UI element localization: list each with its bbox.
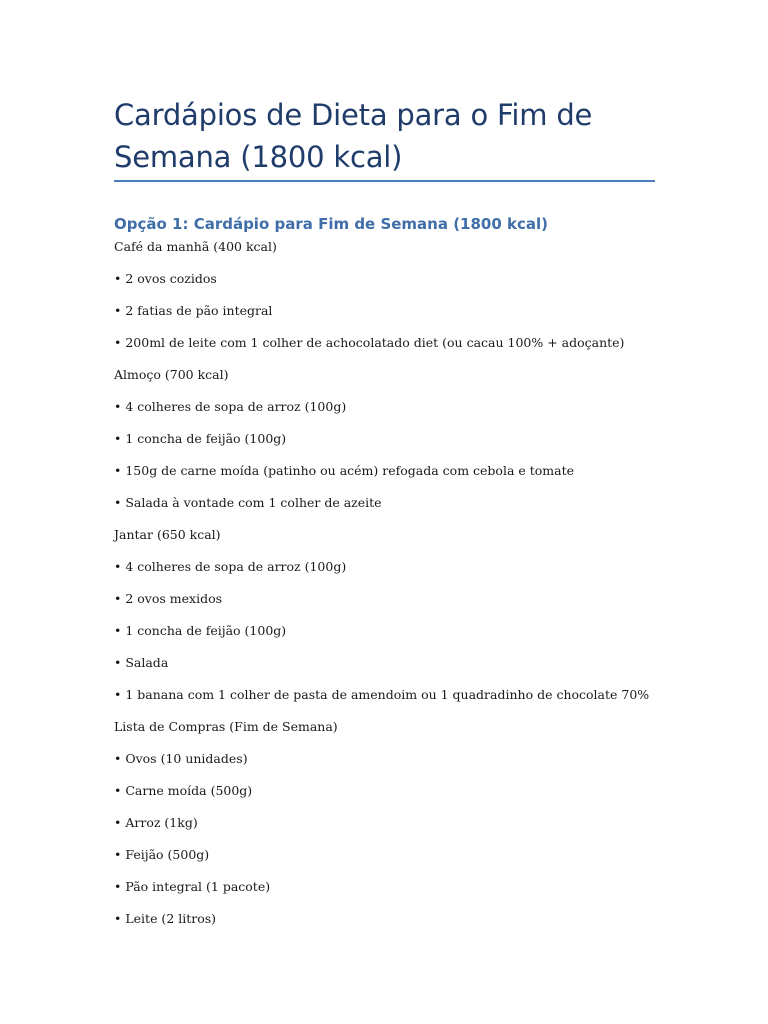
document-title: Cardápios de Dieta para o Fim de Semana (1800 kcal) [114,98,593,174]
list-item: • Arroz (1kg) [114,815,198,830]
list-item: • 2 ovos cozidos [114,271,217,286]
list-item: • 200ml de leite com 1 colher de achocolatado diet (ou cacau 100% + adoçante) [114,335,625,350]
list-item: • 1 concha de feijão (100g) [114,623,287,638]
list-item: • Salada à vontade com 1 colher de azeite [114,495,382,510]
menu-content [114,238,714,942]
meal-label: Jantar (650 kcal) [114,527,221,542]
list-item: • Carne moída (500g) [114,783,253,798]
list-item: • Salada [114,655,169,670]
meal-label: Lista de Compras (Fim de Semana) [114,719,338,734]
list-item: • 150g de carne moída (patinho ou acém) refogada com cebola e tomate [114,463,575,478]
list-item: • Ovos (10 unidades) [114,751,248,766]
section-heading: Opção 1: Cardápio para Fim de Semana (1800 kcal) [114,215,549,233]
list-item: • 2 ovos mexidos [114,591,223,606]
list-item: • Pão integral (1 pacote) [114,879,271,894]
meal-label: Almoço (700 kcal) [114,367,229,382]
list-item: • 4 colheres de sopa de arroz (100g) [114,559,347,574]
title-underline [114,180,655,182]
meal-label: Café da manhã (400 kcal) [114,239,277,254]
list-item: • 4 colheres de sopa de arroz (100g) [114,399,347,414]
list-item: • 1 concha de feijão (100g) [114,431,287,446]
list-item: • 1 banana com 1 colher de pasta de amendoim ou 1 quadradinho de chocolate 70% [114,687,650,702]
list-item: • Leite (2 litros) [114,911,217,926]
list-item: • Feijão (500g) [114,847,210,862]
list-item: • 2 fatias de pão integral [114,303,273,318]
